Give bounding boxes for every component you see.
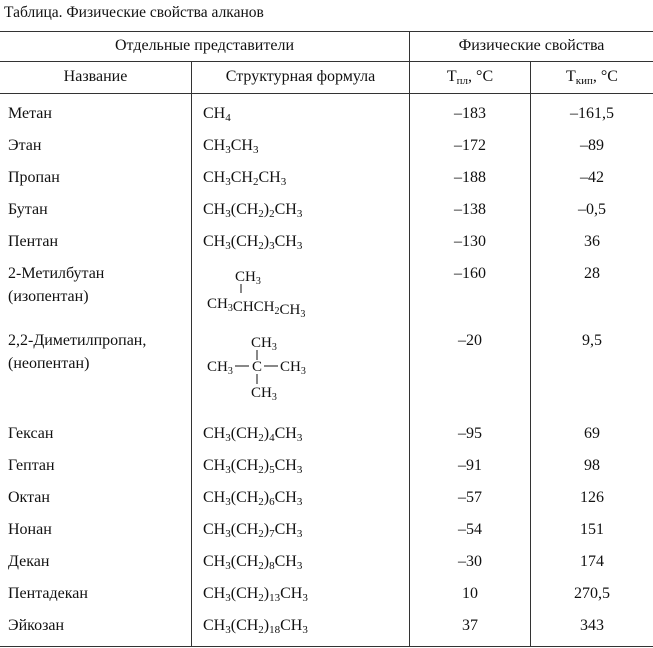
- row-name-line-2: (неопентан): [8, 355, 90, 373]
- group-header-representatives: Отдельные представители: [114, 37, 294, 54]
- isopentane-chain: $CH_3CHCH_2CH_3$: [207, 296, 306, 320]
- row-formula: [203, 520, 408, 539]
- row-boiling-point: 174: [580, 553, 604, 570]
- row-formula: [203, 168, 408, 187]
- formula-part: ): [263, 617, 270, 634]
- formula-subscript: 5: [269, 464, 275, 476]
- formula-part: CH: [203, 169, 226, 186]
- formula-subscript: 3: [296, 208, 303, 220]
- formula-part: ): [263, 521, 270, 538]
- formula-part: CH: [203, 585, 226, 602]
- formula-subscript: 3: [225, 144, 231, 156]
- formula-part: CH: [203, 489, 226, 506]
- formula-subscript: 18: [269, 624, 281, 636]
- formula-part: CH: [280, 585, 303, 602]
- formula-subscript: 3: [225, 240, 231, 252]
- formula-part: (CH: [230, 489, 259, 506]
- row-formula: [203, 456, 408, 475]
- row-name-line: Бутан: [8, 201, 48, 218]
- formula-part: CH: [274, 553, 297, 570]
- formula-subscript: 3: [225, 464, 231, 476]
- formula-subscript: 3: [225, 624, 231, 636]
- row-name-line: Метан: [8, 105, 52, 122]
- header-formula: Структурная формула: [225, 68, 376, 85]
- formula-part: CH: [258, 169, 281, 186]
- formula-subscript: 3: [296, 240, 303, 252]
- formula-part: CH: [274, 425, 297, 442]
- formula-subscript: 3: [296, 432, 303, 444]
- row-melting-point: –54: [458, 521, 482, 538]
- formula-part: CH: [203, 457, 226, 474]
- neopentane-top: $CH_3$: [251, 335, 277, 353]
- formula-subscript: 2: [269, 208, 275, 220]
- header-boiling-point-unit: , °С: [592, 68, 618, 85]
- row-name: [8, 232, 188, 251]
- formula-part: CH: [274, 489, 297, 506]
- row-name-line: Октан: [8, 489, 50, 506]
- row-name: [8, 520, 188, 539]
- rule-header: [0, 93, 653, 94]
- row-boiling-point: 28: [584, 265, 600, 282]
- row-melting-point: –183: [454, 105, 486, 122]
- formula-part: ): [263, 457, 270, 474]
- formula-subscript: 6: [269, 496, 275, 508]
- row-name: [8, 136, 188, 155]
- row-name-line: Гексан: [8, 425, 54, 442]
- formula-subscript: 2: [258, 624, 264, 636]
- formula-subscript: 8: [269, 560, 275, 572]
- rule-top: [0, 31, 653, 32]
- row-formula: [203, 616, 408, 635]
- formula-part: CH: [203, 233, 226, 250]
- formula-subscript: 2: [258, 560, 264, 572]
- formula-part: ): [263, 553, 270, 570]
- header-melting-point-symbol: Т: [446, 68, 457, 85]
- row-boiling-point: –161,5: [570, 105, 614, 122]
- row-name-line: Пропан: [8, 169, 60, 186]
- row-melting-point: –188: [454, 169, 486, 186]
- formula-subscript: 4: [225, 112, 231, 124]
- formula-subscript: 3: [296, 528, 303, 540]
- header-melting-point-unit: , °С: [468, 68, 494, 85]
- isopentane-structure: [205, 264, 405, 320]
- row-melting-point: –172: [454, 137, 486, 154]
- row-name-line: Эйкозан: [8, 617, 65, 634]
- row-formula: [203, 232, 408, 251]
- formula-subscript: 3: [225, 560, 231, 572]
- formula-subscript: 3: [225, 528, 231, 540]
- formula-subscript: 2: [258, 240, 264, 252]
- formula-subscript: 2: [252, 176, 259, 188]
- formula-part: CH: [203, 553, 226, 570]
- row-name-line: Декан: [8, 553, 50, 570]
- row-formula: [203, 424, 408, 443]
- row-name: [8, 264, 188, 306]
- formula-part: (CH: [230, 233, 259, 250]
- formula-subscript: 7: [269, 528, 275, 540]
- formula-part: CH: [203, 137, 226, 154]
- row-name: [8, 488, 188, 507]
- formula-part: CH: [274, 521, 297, 538]
- row-name-line: Гептан: [8, 457, 55, 474]
- formula-part: CH: [203, 521, 226, 538]
- row-melting-point: –95: [458, 425, 482, 442]
- formula-subscript: 3: [252, 144, 259, 156]
- formula-part: (CH: [230, 457, 259, 474]
- row-melting-point: –57: [458, 489, 482, 506]
- row-name-line: Нонан: [8, 521, 52, 538]
- formula-part: (CH: [230, 521, 259, 538]
- neopentane-structure: [205, 331, 405, 411]
- rule-group-header: [0, 61, 653, 62]
- header-melting-point-sub: пл: [456, 75, 469, 87]
- formula-subscript: 3: [296, 560, 303, 572]
- row-name: [8, 104, 188, 123]
- row-name-line: Этан: [8, 137, 42, 154]
- header-name: Название: [63, 68, 128, 85]
- group-header-properties: Физические свойства: [458, 37, 605, 54]
- row-boiling-point: 36: [584, 233, 600, 250]
- formula-subscript: 4: [269, 432, 275, 444]
- row-melting-point: 10: [462, 585, 478, 602]
- formula-part: CH: [203, 201, 226, 218]
- row-name-line: 2-Метилбутан: [8, 265, 105, 282]
- formula-part: ): [263, 585, 270, 602]
- formula-part: CH: [203, 105, 226, 122]
- header-melting-point: [410, 67, 530, 86]
- rule-bottom: [0, 646, 653, 647]
- formula-part: (CH: [230, 553, 259, 570]
- row-formula: [203, 200, 408, 219]
- formula-subscript: 13: [269, 592, 281, 604]
- row-boiling-point: 9,5: [582, 332, 602, 349]
- row-melting-point: 37: [462, 617, 478, 634]
- row-formula: [203, 136, 408, 155]
- formula-subscript: 3: [302, 592, 308, 604]
- row-melting-point: –130: [454, 233, 486, 250]
- formula-subscript: 2: [258, 528, 264, 540]
- formula-subscript: 2: [258, 432, 264, 444]
- formula-subscript: 3: [296, 496, 303, 508]
- row-formula: [203, 104, 408, 123]
- table-caption: Таблица. Физические свойства алканов: [4, 4, 264, 21]
- formula-subscript: 3: [269, 240, 275, 252]
- formula-part: CH: [274, 457, 297, 474]
- formula-part: CH: [203, 425, 226, 442]
- formula-subscript: 3: [280, 176, 287, 188]
- header-boiling-point: [531, 67, 653, 86]
- row-formula: [203, 552, 408, 571]
- formula-part: ): [263, 425, 270, 442]
- row-melting-point: –20: [458, 332, 482, 349]
- formula-part: CH: [280, 617, 303, 634]
- formula-part: CH: [274, 201, 297, 218]
- formula-subscript: 3: [225, 496, 231, 508]
- formula-subscript: 3: [225, 176, 231, 188]
- formula-subscript: 3: [225, 592, 231, 604]
- formula-subscript: 2: [258, 464, 264, 476]
- formula-part: CH: [230, 169, 253, 186]
- formula-part: CH: [203, 617, 226, 634]
- row-boiling-point: –89: [580, 137, 604, 154]
- formula-part: (CH: [230, 617, 259, 634]
- row-melting-point: –30: [458, 553, 482, 570]
- row-name: [8, 331, 188, 373]
- row-boiling-point: –0,5: [578, 201, 606, 218]
- row-boiling-point: 270,5: [574, 585, 610, 602]
- row-name: [8, 456, 188, 475]
- row-name: [8, 200, 188, 219]
- row-name: [8, 584, 188, 603]
- formula-part: (CH: [230, 425, 259, 442]
- row-melting-point: –160: [454, 265, 486, 282]
- formula-part: CH: [274, 233, 297, 250]
- isopentane-branch: $CH_3$: [235, 269, 261, 287]
- neopentane-right: $CH_3$: [280, 359, 306, 377]
- formula-subscript: 2: [258, 208, 264, 220]
- formula-subscript: 3: [225, 208, 231, 220]
- rule-col-1: [191, 61, 192, 647]
- row-name-line-2: (изопентан): [8, 288, 89, 306]
- row-name: [8, 168, 188, 187]
- formula-part: ): [263, 201, 270, 218]
- formula-part: ): [263, 489, 270, 506]
- formula-part: CH: [230, 137, 253, 154]
- formula-part: (CH: [230, 201, 259, 218]
- row-name: [8, 424, 188, 443]
- formula-part: ): [263, 233, 270, 250]
- row-boiling-point: 69: [584, 425, 600, 442]
- row-boiling-point: 126: [580, 489, 604, 506]
- header-boiling-point-sub: кип: [575, 75, 593, 87]
- formula-subscript: 3: [296, 464, 303, 476]
- formula-part: (CH: [230, 585, 259, 602]
- header-boiling-point-symbol: Т: [566, 68, 576, 85]
- row-formula: [203, 488, 408, 507]
- neopentane-left: $CH_3$: [207, 359, 233, 377]
- row-name: [8, 552, 188, 571]
- row-melting-point: –138: [454, 201, 486, 218]
- row-melting-point: –91: [458, 457, 482, 474]
- row-boiling-point: –42: [580, 169, 604, 186]
- row-boiling-point: 98: [584, 457, 600, 474]
- row-formula: [203, 584, 408, 603]
- formula-subscript: 3: [225, 432, 231, 444]
- formula-subscript: 2: [258, 496, 264, 508]
- neopentane-center: C: [252, 359, 263, 375]
- row-boiling-point: 343: [580, 617, 604, 634]
- row-boiling-point: 151: [580, 521, 604, 538]
- row-name-line: 2,2-Диметилпропан,: [8, 332, 147, 349]
- row-name-line: Пентан: [8, 233, 59, 250]
- formula-subscript: 3: [302, 624, 308, 636]
- neopentane-bottom: $CH_3$: [251, 385, 277, 403]
- row-name-line: Пентадекан: [8, 585, 88, 602]
- formula-subscript: 2: [258, 592, 264, 604]
- row-name: [8, 616, 188, 635]
